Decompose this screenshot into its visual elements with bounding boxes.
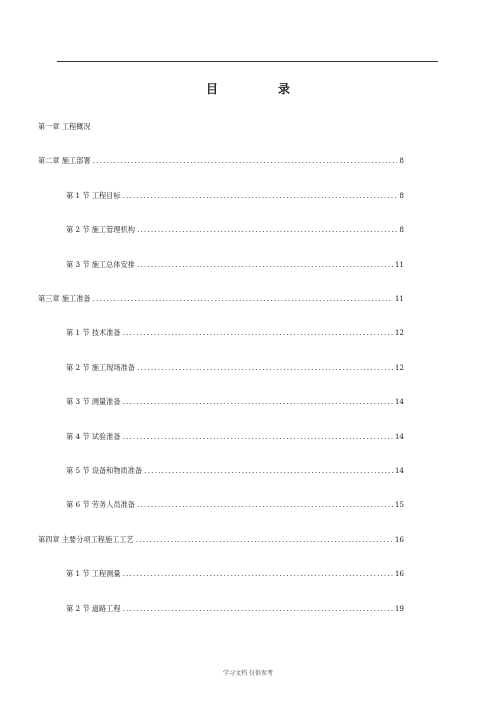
- toc-entry-page-number: 12: [394, 362, 404, 372]
- toc-title: 目 录: [205, 82, 314, 96]
- toc-entry-page-number: 14: [394, 397, 404, 407]
- toc-dot-leader: [123, 569, 393, 579]
- toc-entry[interactable]: [66, 569, 404, 579]
- toc-entry[interactable]: [66, 191, 404, 201]
- toc-entry-page-number: 15: [394, 500, 404, 510]
- toc-entry-label: 第 1 节 工程目标: [66, 190, 121, 200]
- toc-entry[interactable]: [66, 397, 404, 407]
- toc-entry[interactable]: [38, 122, 404, 132]
- toc-entry-label: 第一章 工程概况: [38, 122, 91, 131]
- toc-entry-label: 第 3 节 施工总体安排: [66, 259, 135, 269]
- toc-entry[interactable]: [66, 500, 404, 510]
- toc-entry-page-number: 16: [394, 534, 404, 544]
- toc-dot-leader: [123, 432, 393, 442]
- toc-entry-page-number: 12: [394, 328, 404, 338]
- header-rule: [57, 61, 438, 62]
- toc-dot-leader: [144, 466, 393, 476]
- toc-entry-label: 第二章 施工部署: [38, 156, 91, 166]
- toc-dot-leader: [137, 225, 397, 235]
- toc-entry-page-number: 19: [394, 603, 404, 613]
- toc-entry-label: 第 1 节 技术准备: [66, 328, 121, 338]
- toc-entry[interactable]: [66, 225, 404, 235]
- toc-entry[interactable]: [66, 432, 404, 442]
- toc-entry-page-number: 14: [394, 466, 404, 475]
- toc-entry-label: 第三章 施工准备: [38, 294, 91, 303]
- toc-entry-label: 第 3 节 测量准备: [66, 397, 121, 407]
- toc-dot-leader: [123, 191, 398, 201]
- toc-entry-page-number: 8: [399, 156, 404, 166]
- toc-entry-page-number: 14: [394, 431, 404, 441]
- toc-entry-page-number: 11: [394, 294, 404, 303]
- toc-entry-label: 第 5 节 设备和物质准备: [66, 466, 143, 475]
- toc-entry-label: 第 2 节 施工管理机构: [66, 225, 135, 235]
- toc-entry-label: 第 2 节 道路工程: [66, 603, 121, 613]
- toc-entry[interactable]: [66, 604, 404, 614]
- toc-dot-leader: [137, 260, 393, 270]
- toc-entry-label: 第 2 节 施工现场准备: [66, 362, 135, 372]
- toc-dot-leader: [93, 156, 398, 166]
- toc-dot-leader: [136, 535, 393, 545]
- toc-dot-leader: [137, 500, 393, 510]
- toc-entry-label: 第 4 节 试验准备: [66, 431, 121, 441]
- toc-dot-leader: [123, 604, 393, 614]
- toc-entry[interactable]: [66, 363, 404, 373]
- toc-entry[interactable]: [66, 260, 404, 270]
- toc-entry-page-number: 8: [399, 190, 404, 200]
- page-footer: 学习文档 仅供参考: [223, 670, 273, 677]
- toc-entry[interactable]: [66, 328, 404, 338]
- toc-entry-page-number: 16: [394, 569, 404, 579]
- toc-entry-page-number: 8: [399, 225, 404, 235]
- toc-entry[interactable]: [38, 294, 404, 304]
- toc-entry-label: 第 6 节 劳务人员准备: [66, 500, 135, 510]
- toc-entry[interactable]: [38, 156, 404, 166]
- toc-dot-leader: [93, 294, 393, 304]
- toc-entry[interactable]: [38, 535, 404, 545]
- toc-entry[interactable]: [66, 466, 404, 476]
- toc-dot-leader: [123, 397, 393, 407]
- toc-entry-label: 第四章 主要分项工程施工工艺: [38, 534, 134, 544]
- toc-dot-leader: [123, 328, 393, 338]
- toc-entry-label: 第 1 节 工程测量: [66, 569, 121, 579]
- toc-entry-page-number: 11: [394, 259, 404, 269]
- toc-dot-leader: [137, 363, 393, 373]
